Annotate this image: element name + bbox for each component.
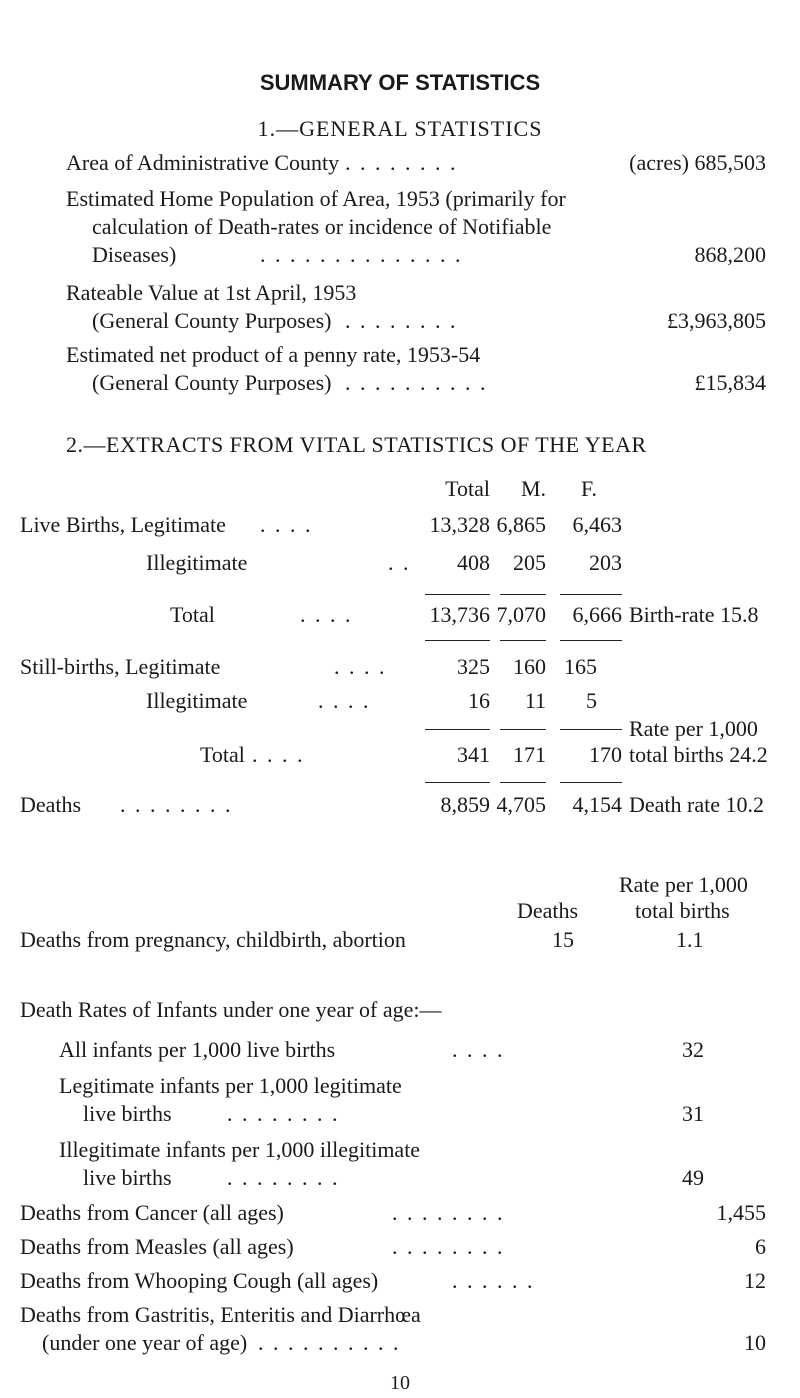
still-births-total-dots: . . . . <box>252 742 305 767</box>
live-leg-f: 6,463 <box>572 512 622 537</box>
rule <box>560 782 622 783</box>
pregnancy-deaths-value: 15 <box>552 927 574 952</box>
page-title: SUMMARY OF STATISTICS <box>259 70 541 95</box>
still-leg-m: 160 <box>513 654 546 679</box>
rule <box>560 729 622 730</box>
still-total-total: 341 <box>457 742 490 767</box>
penny-rate-label-line2: (General County Purposes) <box>92 370 332 395</box>
live-births-total-dots: . . . . <box>300 602 353 627</box>
rule <box>500 640 546 641</box>
infants-illegitimate-label-line2: live births <box>83 1165 172 1190</box>
col-header-m: M. <box>520 476 546 501</box>
section-heading-general: 1.—GENERAL STATISTICS <box>257 116 543 141</box>
live-births-legitimate-dots: . . . . <box>260 512 313 537</box>
whooping-cough-deaths-value: 12 <box>744 1268 766 1293</box>
deaths-label: Deaths <box>20 792 82 817</box>
area-dots: . . . . . . . . <box>345 150 458 175</box>
infants-all-label: All infants per 1,000 live births <box>59 1037 336 1062</box>
cancer-deaths-label: Deaths from Cancer (all ages) <box>20 1200 284 1225</box>
deaths-total: 8,859 <box>440 792 490 817</box>
population-value: 868,200 <box>694 242 766 267</box>
rule <box>560 594 622 595</box>
still-rate-line1: Rate per 1,000 <box>629 716 758 741</box>
pregnancy-header-rate-line1: Rate per 1,000 <box>619 872 748 897</box>
birth-rate: Birth-rate 15.8 <box>629 602 759 627</box>
still-illeg-total: 16 <box>468 688 490 713</box>
page-number: 10 <box>390 1372 410 1394</box>
infant-rates-heading: Death Rates of Infants under one year of age:— <box>20 997 442 1022</box>
whooping-cough-deaths-dots: . . . . . . <box>452 1268 535 1293</box>
pregnancy-header-deaths: Deaths <box>517 898 579 923</box>
area-value: (acres) 685,503 <box>629 150 766 175</box>
rule <box>560 640 622 641</box>
infants-illegitimate-value: 49 <box>682 1165 704 1190</box>
infants-all-dots: . . . . <box>452 1037 505 1062</box>
whooping-cough-deaths-label: Deaths from Whooping Cough (all ages) <box>20 1268 379 1293</box>
deaths-dots: . . . . . . . . <box>120 792 233 817</box>
cancer-deaths-dots: . . . . . . . . <box>392 1200 505 1225</box>
live-total-f: 6,666 <box>572 602 622 627</box>
pregnancy-rate-value: 1.1 <box>676 927 704 952</box>
still-illeg-f: 5 <box>586 688 597 713</box>
live-total-total: 13,736 <box>429 602 490 627</box>
gastritis-deaths-label-line1: Deaths from Gastritis, Enteritis and Diarrhœa <box>20 1302 421 1327</box>
live-illeg-total: 408 <box>457 550 490 575</box>
penny-rate-label-line1: Estimated net product of a penny rate, 1953-54 <box>66 342 481 367</box>
col-header-f: F. <box>581 476 597 501</box>
still-births-total-label: Total <box>200 742 245 767</box>
infants-legitimate-dots: . . . . . . . . <box>227 1101 340 1126</box>
still-leg-f: 165 <box>564 654 597 679</box>
gastritis-deaths-value: 10 <box>744 1330 766 1355</box>
gastritis-deaths-dots: . . . . . . . . . . <box>258 1330 401 1355</box>
rateable-value: £3,963,805 <box>667 308 766 333</box>
infants-illegitimate-label-line1: Illegitimate infants per 1,000 illegitimate <box>59 1137 421 1162</box>
pregnancy-deaths-label: Deaths from pregnancy, childbirth, abortion <box>20 927 406 952</box>
measles-deaths-dots: . . . . . . . . <box>392 1234 505 1259</box>
rule <box>500 594 546 595</box>
still-total-f: 170 <box>589 742 622 767</box>
live-births-illegitimate-dots: . . <box>388 550 411 575</box>
live-births-legitimate-label: Live Births, Legitimate <box>20 512 226 537</box>
still-births-illegitimate-dots: . . . . <box>318 688 371 713</box>
still-births-illegitimate-label: Illegitimate <box>146 688 248 713</box>
measles-deaths-label: Deaths from Measles (all ages) <box>20 1234 294 1259</box>
penny-rate-dots: . . . . . . . . . . <box>345 370 488 395</box>
live-births-illegitimate-label: Illegitimate <box>146 550 248 575</box>
rule <box>500 782 546 783</box>
deaths-f: 4,154 <box>572 792 622 817</box>
still-leg-total: 325 <box>457 654 490 679</box>
still-births-legitimate-label: Still-births, Legitimate <box>20 654 221 679</box>
section-heading-vital: 2.—EXTRACTS FROM VITAL STATISTICS OF THE YEAR <box>66 432 647 457</box>
population-dots: . . . . . . . . . . . . . . <box>260 242 463 267</box>
infants-illegitimate-dots: . . . . . . . . <box>227 1165 340 1190</box>
still-births-legitimate-dots: . . . . <box>334 654 387 679</box>
rateable-value-label-line1: Rateable Value at 1st April, 1953 <box>66 280 357 305</box>
rule <box>425 729 490 730</box>
infants-legitimate-label-line1: Legitimate infants per 1,000 legitimate <box>59 1073 402 1098</box>
live-illeg-m: 205 <box>513 550 546 575</box>
rateable-value-dots: . . . . . . . . <box>345 308 458 333</box>
live-leg-total: 13,328 <box>429 512 490 537</box>
live-illeg-f: 203 <box>589 550 622 575</box>
rateable-value-label-line2: (General County Purposes) <box>92 308 332 333</box>
gastritis-deaths-label-line2: (under one year of age) <box>42 1330 248 1355</box>
live-leg-m: 6,865 <box>496 512 546 537</box>
population-label-line2: calculation of Death-rates or incidence of Notifiable <box>92 214 552 239</box>
live-total-m: 7,070 <box>496 602 546 627</box>
penny-rate-value: £15,834 <box>694 370 766 395</box>
still-illeg-m: 11 <box>524 688 546 713</box>
live-births-total-label: Total <box>170 602 215 627</box>
rule <box>425 782 490 783</box>
pregnancy-header-rate-line2: total births <box>635 898 730 923</box>
area-label: Area of Administrative County <box>66 150 340 175</box>
still-rate-line2: total births 24.2 <box>629 742 768 767</box>
death-rate: Death rate 10.2 <box>629 792 764 817</box>
infants-legitimate-label-line2: live births <box>83 1101 172 1126</box>
deaths-m: 4,705 <box>496 792 546 817</box>
infants-legitimate-value: 31 <box>682 1101 704 1126</box>
col-header-total: Total <box>445 476 490 501</box>
infants-all-value: 32 <box>682 1037 704 1062</box>
still-total-m: 171 <box>513 742 546 767</box>
measles-deaths-value: 6 <box>755 1234 766 1259</box>
rule <box>425 594 490 595</box>
population-label-line1: Estimated Home Population of Area, 1953 (primarily for <box>66 186 566 211</box>
cancer-deaths-value: 1,455 <box>716 1200 766 1225</box>
population-label-line3: Diseases) <box>92 242 177 267</box>
rule <box>500 729 546 730</box>
rule <box>425 640 490 641</box>
